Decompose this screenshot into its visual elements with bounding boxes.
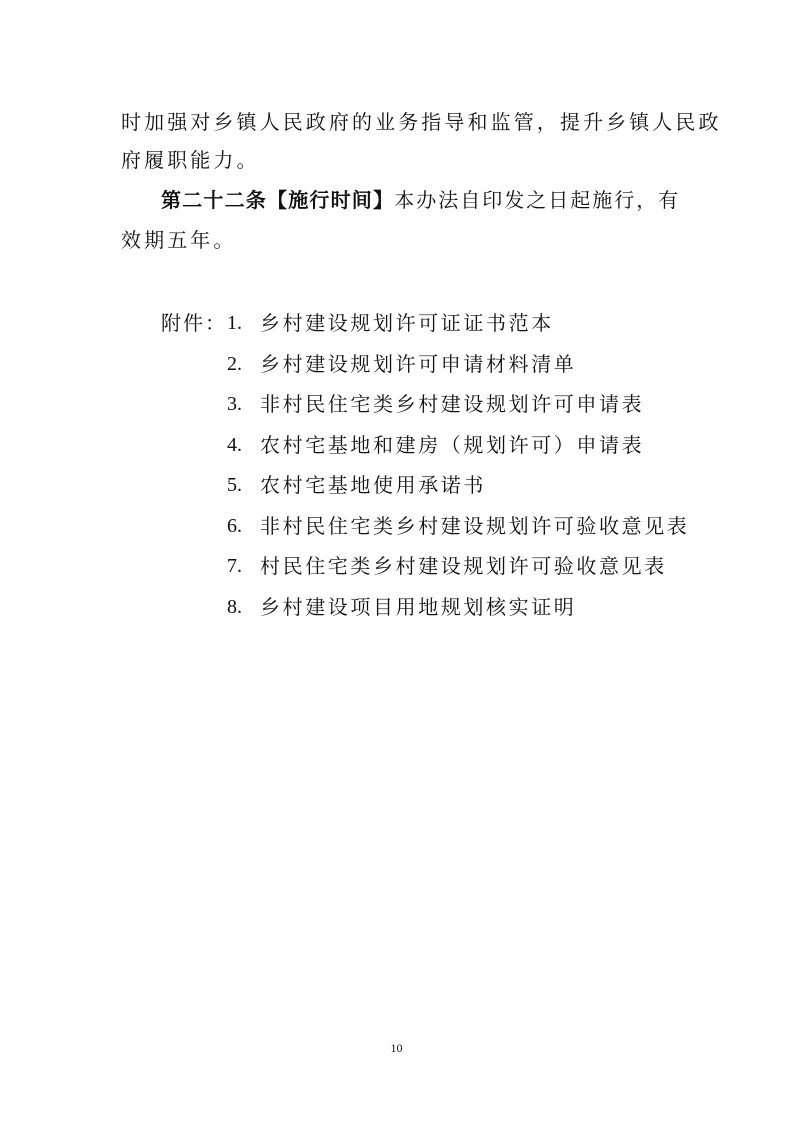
attachment-item — [227, 390, 689, 431]
paragraph-text: 本办法自印发之日起施行，有 — [394, 188, 681, 212]
article-paragraph — [161, 186, 680, 214]
attachment-item — [227, 552, 689, 593]
attachment-number: 4. — [227, 433, 242, 456]
attachment-title: 村民住宅类乡村建设规划许可验收意见表 — [260, 554, 667, 578]
attachment-title: 乡村建设规划许可申请材料清单 — [260, 351, 577, 376]
attachment-title: 农村宅基地使用承诺书 — [260, 473, 486, 497]
article-heading: 第二十二条【施行时间】 — [161, 188, 395, 212]
attachment-number: 8. — [227, 595, 242, 618]
paragraph-line: 府履职能力。 — [121, 148, 260, 172]
attachment-title: 乡村建设项目用地规划核实证明 — [260, 594, 577, 619]
page-number: 10 — [390, 1041, 403, 1055]
attachment-title: 乡村建设规划许可证证书范本 — [260, 311, 554, 335]
attachment-number: 1. — [227, 312, 242, 334]
attachment-item — [227, 350, 689, 391]
attachment-item — [227, 431, 689, 472]
attachments-list — [227, 309, 689, 633]
attachment-number: 3. — [227, 393, 242, 415]
attachment-number: 2. — [227, 352, 242, 375]
attachment-item — [227, 512, 689, 553]
attachment-number: 6. — [227, 514, 242, 537]
attachment-number: 5. — [227, 474, 242, 496]
attachment-item — [227, 593, 689, 634]
attachment-title: 农村宅基地和建房（规划许可）申请表 — [260, 432, 645, 457]
attachment-number: 7. — [227, 555, 242, 577]
attachment-title: 非村民住宅类乡村建设规划许可验收意见表 — [260, 513, 690, 538]
attachment-title: 非村民住宅类乡村建设规划许可申请表 — [260, 392, 645, 416]
attachment-item — [227, 309, 689, 350]
paragraph-line: 时加强对乡镇人民政府的业务指导和监管，提升乡镇人民政 — [121, 110, 722, 134]
attachments-label: 附件： — [161, 311, 227, 335]
paragraph-line: 效期五年。 — [121, 228, 237, 252]
attachment-item — [227, 471, 689, 512]
